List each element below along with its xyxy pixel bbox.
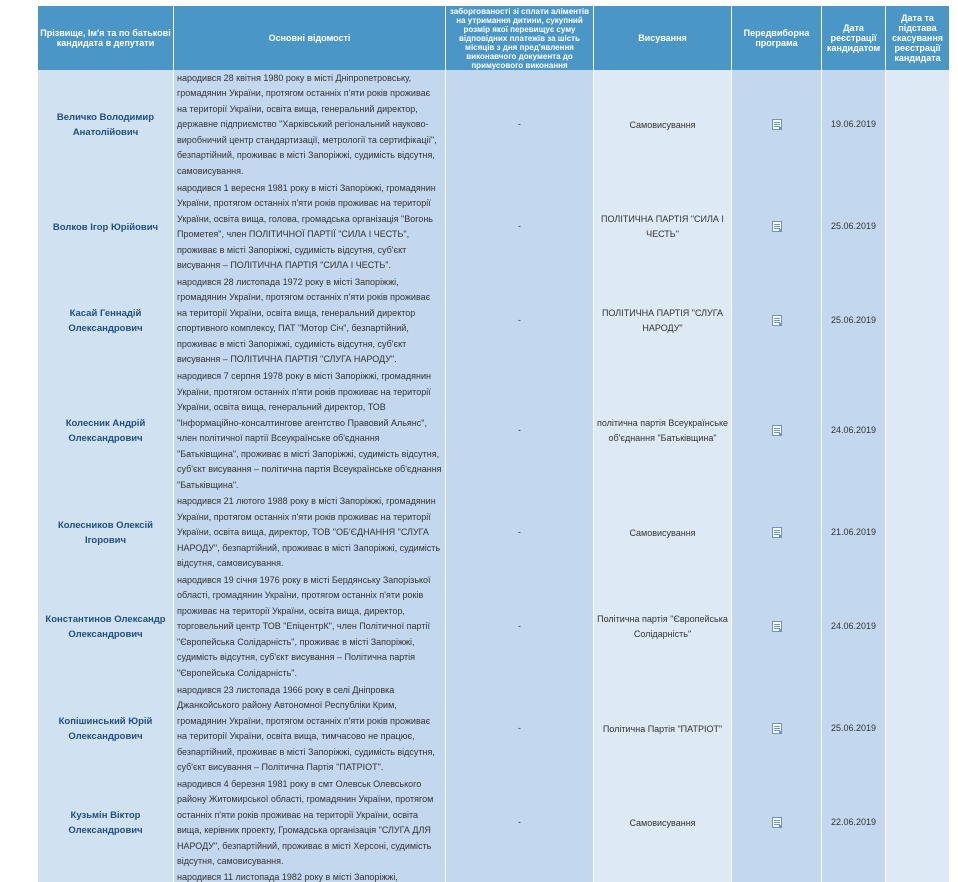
cancellation-cell [886,572,949,682]
program-cell [732,70,822,180]
cancellation-cell [886,682,949,776]
document-icon[interactable] [772,315,782,326]
candidate-nomination: Політична Партія "ПАТРІОТ" [594,682,732,776]
program-cell [732,180,822,274]
candidate-nomination: Самовисування [594,494,732,572]
candidates-table-wrapper [38,6,949,882]
document-icon[interactable] [772,425,782,436]
cancellation-cell [886,180,949,274]
candidate-name: Волков Ігор Юрійович [38,180,174,274]
candidate-nomination: політична партія Всеукраїнське об'єднання "Батьківщина" [594,368,732,494]
candidate-info: народився 4 березня 1981 року в смт Олевськ Олевського району Житомирської області, громадянин України, протягом останніх п'яти років проживає на території України, освіта вища, керівник проекту, Громадська організація "СЛУГА ДЛЯ НАРОДУ", безпартійний, проживає в місті Херсоні, судимість відсутня, самовисування. [174,776,446,870]
candidate-info: народився 28 квітня 1980 року в місті Дніпропетровську, громадянин України, протягом останніх п'яти років проживає на території України, освіта вища, генеральний директор, державне підприємство "Харківський регіональний науково-виробничий центр стандартизації, метрології та сертифікації", безпартійний, проживає в місті Запоріжжі, судимість відсутня, самовисування. [174,70,446,180]
registration-date: 25.06.2019 [822,682,886,776]
candidate-name: Копішинський Юрій Олександрович [38,682,174,776]
candidate-nomination: ПОЛІТИЧНА ПАРТІЯ "СИЛА І ЧЕСТЬ" [594,180,732,274]
registration-date: 24.06.2019 [822,572,886,682]
program-cell [732,776,822,870]
candidate-info: народився 28 листопада 1972 року в місті Запоріжжі, громадянин України, протягом останніх п'яти років проживає на території України, освіта вища, генеральний директор спортивного комплексу, ПАТ "Мотор Січ", безпартійний, проживає в місті Запоріжжі, судимість відсутня, суб'єкт висування – ПОЛІТИЧНА ПАРТІЯ "СЛУГА НАРОДУ". [174,274,446,368]
candidate-info: народився 23 листопада 1966 року в селі Дніпровка Джанкойського району Автономної Республіки Крим, громадянин України, протягом останніх п'яти років проживає на території України, освіта вища, тимчасово не працює, безпартійний, проживає в місті Запоріжжі, судимість відсутня, суб'єкт висування – Політична Партія "ПАТРІОТ". [174,682,446,776]
registration-date [822,870,886,882]
column-header-registration-date: Дата реєстрації кандидатом [822,6,886,70]
candidate-debt [446,870,594,882]
cancellation-cell [886,776,949,870]
candidate-nomination: Самовисування [594,70,732,180]
candidate-name: Касай Геннадій Олександрович [38,274,174,368]
table-row [38,682,949,776]
registration-date: 25.06.2019 [822,180,886,274]
candidate-debt: - [446,368,594,494]
table-row [38,180,949,274]
document-icon[interactable] [772,621,782,632]
candidate-name: Кузьмін Віктор Олександрович [38,776,174,870]
table-row [38,494,949,572]
candidate-debt: - [446,70,594,180]
candidate-debt: - [446,682,594,776]
table-row [38,776,949,870]
cancellation-cell [886,870,949,882]
column-header-info: Основні відомості [174,6,446,70]
table-row [38,70,949,180]
candidate-debt: - [446,274,594,368]
candidate-nomination [594,870,732,882]
table-row [38,572,949,682]
document-icon[interactable] [772,119,782,130]
candidate-debt: - [446,776,594,870]
cancellation-cell [886,494,949,572]
table-row [38,870,949,882]
document-icon[interactable] [772,723,782,734]
candidate-debt: - [446,494,594,572]
cancellation-cell [886,274,949,368]
document-icon[interactable] [772,527,782,538]
program-cell [732,870,822,882]
candidate-name: Колесников Олексій Ігорович [38,494,174,572]
candidate-info: народився 1 вересня 1981 року в місті Запоріжжі, громадянин України, протягом останніх п'яти років проживає на території України, освіта вища, голова, громадська організація "Вогонь Прометея", член ПОЛІТИЧНОЇ ПАРТІЇ "СИЛА І ЧЕСТЬ", проживає в місті Запоріжжі, судимість відсутня, суб'єкт висування – ПОЛІТИЧНА ПАРТІЯ "СИЛА І ЧЕСТЬ". [174,180,446,274]
candidate-nomination: Самовисування [594,776,732,870]
candidate-name: Колесник Андрій Олександрович [38,368,174,494]
candidates-table [38,6,949,882]
candidate-info: народився 7 серпня 1978 року в місті Запоріжжі, громадянин України, протягом останніх п'яти років проживає на території України, освіта вища, генеральний директор, ТОВ "Інформаційно-консалтингове агентство Правовий Альянс", член політичної партії Всеукраїнське об'єднання "Батьківщина", проживає в місті Запоріжжі, судимість відсутня, суб'єкт висування – політична партія Всеукраїнське об'єднання "Батьківщина". [174,368,446,494]
document-icon[interactable] [772,817,782,828]
column-header-program: Передвиборна програма [732,6,822,70]
candidate-debt: - [446,572,594,682]
column-header-nomination: Висування [594,6,732,70]
candidate-name [38,870,174,882]
candidate-info: народився 11 листопада 1982 року в місті Запоріжжі, [174,870,446,882]
candidate-debt: - [446,180,594,274]
candidate-info: народився 21 лютого 1988 року в місті Запоріжжі, громадянин України, протягом останніх п'яти років проживає на території України, освіта вища, директор, ТОВ "ОБ'ЄДНАННЯ "СЛУГА НАРОДУ", безпартійний, проживає в місті Запоріжжі, судимість відсутня, самовисування. [174,494,446,572]
registration-date: 24.06.2019 [822,368,886,494]
candidate-info: народився 19 січня 1976 року в місті Бердянську Запорізької області, громадянин України, протягом останніх п'яти років проживає на території України, освіта вища, директор, торговельний центр ТОВ "ЕпіцентрК", член Політичної партії "Європейська Солідарність", проживає в місті Запоріжжі, судимість відсутня, суб'єкт висування – Політична партія "Європейська Солідарність". [174,572,446,682]
table-header [38,6,949,70]
candidate-nomination: Політична партія "Європейська Солідарність" [594,572,732,682]
table-row [38,274,949,368]
program-cell [732,494,822,572]
candidate-name: Величко Володимир Анатолійович [38,70,174,180]
registration-date: 19.06.2019 [822,70,886,180]
program-cell [732,572,822,682]
cancellation-cell [886,368,949,494]
candidate-name: Константинов Олександр Олександрович [38,572,174,682]
candidate-nomination: ПОЛІТИЧНА ПАРТІЯ "СЛУГА НАРОДУ" [594,274,732,368]
registration-date: 21.06.2019 [822,494,886,572]
column-header-name: Прізвище, Ім'я та по батькові кандидата в депутати [38,6,174,70]
column-header-cancellation: Дата та підстава скасування реєстрації кандидата [886,6,949,70]
table-row [38,368,949,494]
cancellation-cell [886,70,949,180]
program-cell [732,274,822,368]
document-icon[interactable] [772,221,782,232]
column-header-debt: заборгованості зі сплати аліментів на утримання дитини, сукупний розмір якої перевищує суму відповідних платежів за шість місяців з дня пред'явлення виконавчого документа до примусового виконання [446,6,594,70]
registration-date: 22.06.2019 [822,776,886,870]
registration-date: 25.06.2019 [822,274,886,368]
program-cell [732,682,822,776]
program-cell [732,368,822,494]
